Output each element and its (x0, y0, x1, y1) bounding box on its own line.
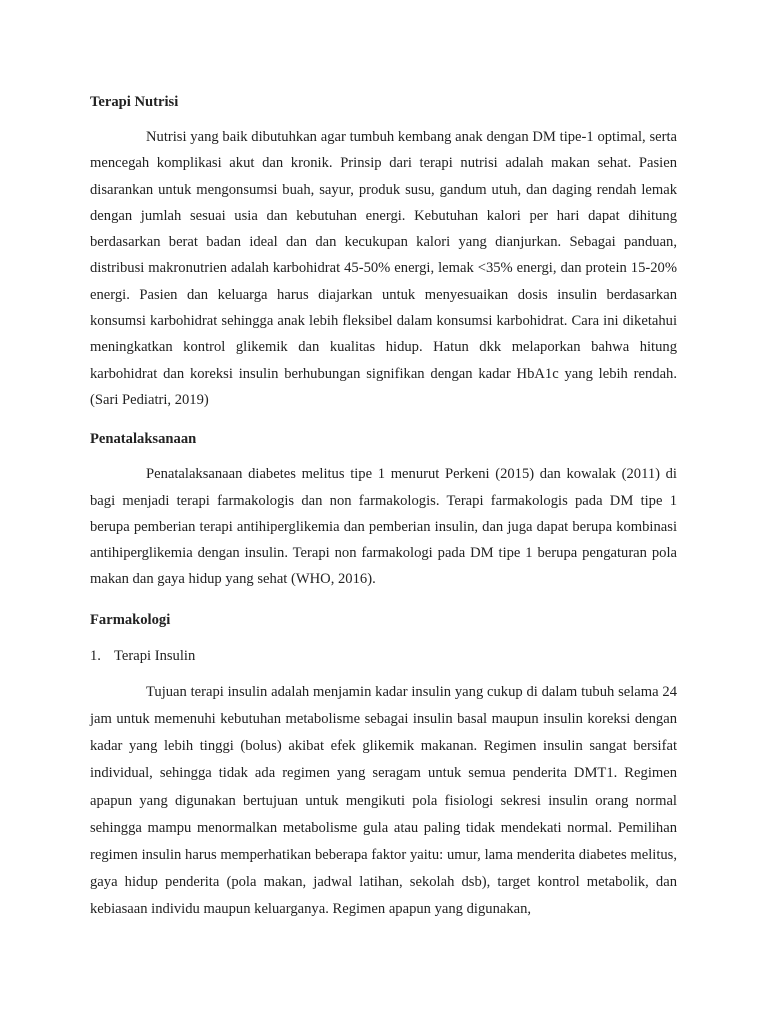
list-number: 1. (90, 647, 101, 664)
paragraph-terapi-insulin: Tujuan terapi insulin adalah menjamin kadar insulin yang cukup di dalam tubuh selama 24 jam untuk memenuhi kebutuhan metabolisme sebagai insulin basal maupun insulin koreksi dengan kadar yang lebih tinggi (bolus) akibat efek glikemik makanan. Regimen insulin sangat bersifat individual, sehingga tidak ada regimen yang seragam untuk semua penderita DMT1. Regimen apapun yang digunakan bertujuan untuk mengikuti pola fisiologi sekresi insulin orang normal sehingga mampu menormalkan metabolisme gula atau paling tidak mendekati normal. Pemilihan regimen insulin harus memperhatikan beberapa faktor yaitu: umur, lama menderita diabetes melitus, gaya hidup penderita (pola makan, jadwal latihan, sekolah dsb), target kontrol metabolik, dan kebiasaan individu maupun keluarganya. Regimen apapun yang digunakan, (90, 683, 677, 918)
paragraph-terapi-nutrisi: Nutrisi yang baik dibutuhkan agar tumbuh kembang anak dengan DM tipe-1 optimal, serta mencegah komplikasi akut dan kronik. Prinsip dari terapi nutrisi adalah makan sehat. Pasien disarankan untuk mengonsumsi buah, sayur, produk susu, gandum utuh, dan daging rendah lemak dengan jumlah sesuai usia dan kebutuhan energi. Kebutuhan kalori per hari dapat dihitung berdasarkan berat badan ideal dan dan kecukupan kalori yang dianjurkan. Sebagai panduan, distribusi makronutrien adalah karbohidrat 45-50% energi, lemak <35% energi, dan protein 15-20% energi. Pasien dan keluarga harus diajarkan untuk menyesuaikan dosis insulin berdasarkan konsumsi karbohidrat sehingga anak lebih fleksibel dalam konsumsi karbohidrat. Cara ini diketahui meningkatkan kontrol glikemik dan kualitas hidup. Hatun dkk melaporkan bahwa hitung karbohidrat dan koreksi insulin berhubungan signifikan dengan kadar HbA1c yang lebih rendah. (Sari Pediatri, 2019) (90, 129, 677, 408)
heading-terapi-nutrisi: Terapi Nutrisi (90, 94, 179, 110)
list-item-label: Terapi Insulin (114, 647, 196, 664)
paragraph-penatalaksanaan: Penatalaksanaan diabetes melitus tipe 1 menurut Perkeni (2015) dan kowalak (2011) di bagi menjadi terapi farmakologis dan non farmakologis. Terapi farmakologis pada DM tipe 1 berupa pemberian terapi antihiperglikemia dan pemberian insulin, dan juga dapat berupa kombinasi antihiperglikemia dengan insulin. Terapi non farmakologi pada DM tipe 1 berupa pengaturan pola makan dan gaya hidup yang sehat (WHO, 2016). (90, 466, 677, 588)
list-item-terapi-insulin (90, 644, 677, 668)
heading-farmakologi: Farmakologi (90, 611, 171, 628)
document-content (90, 90, 677, 924)
heading-penatalaksanaan: Penatalaksanaan (90, 431, 197, 448)
